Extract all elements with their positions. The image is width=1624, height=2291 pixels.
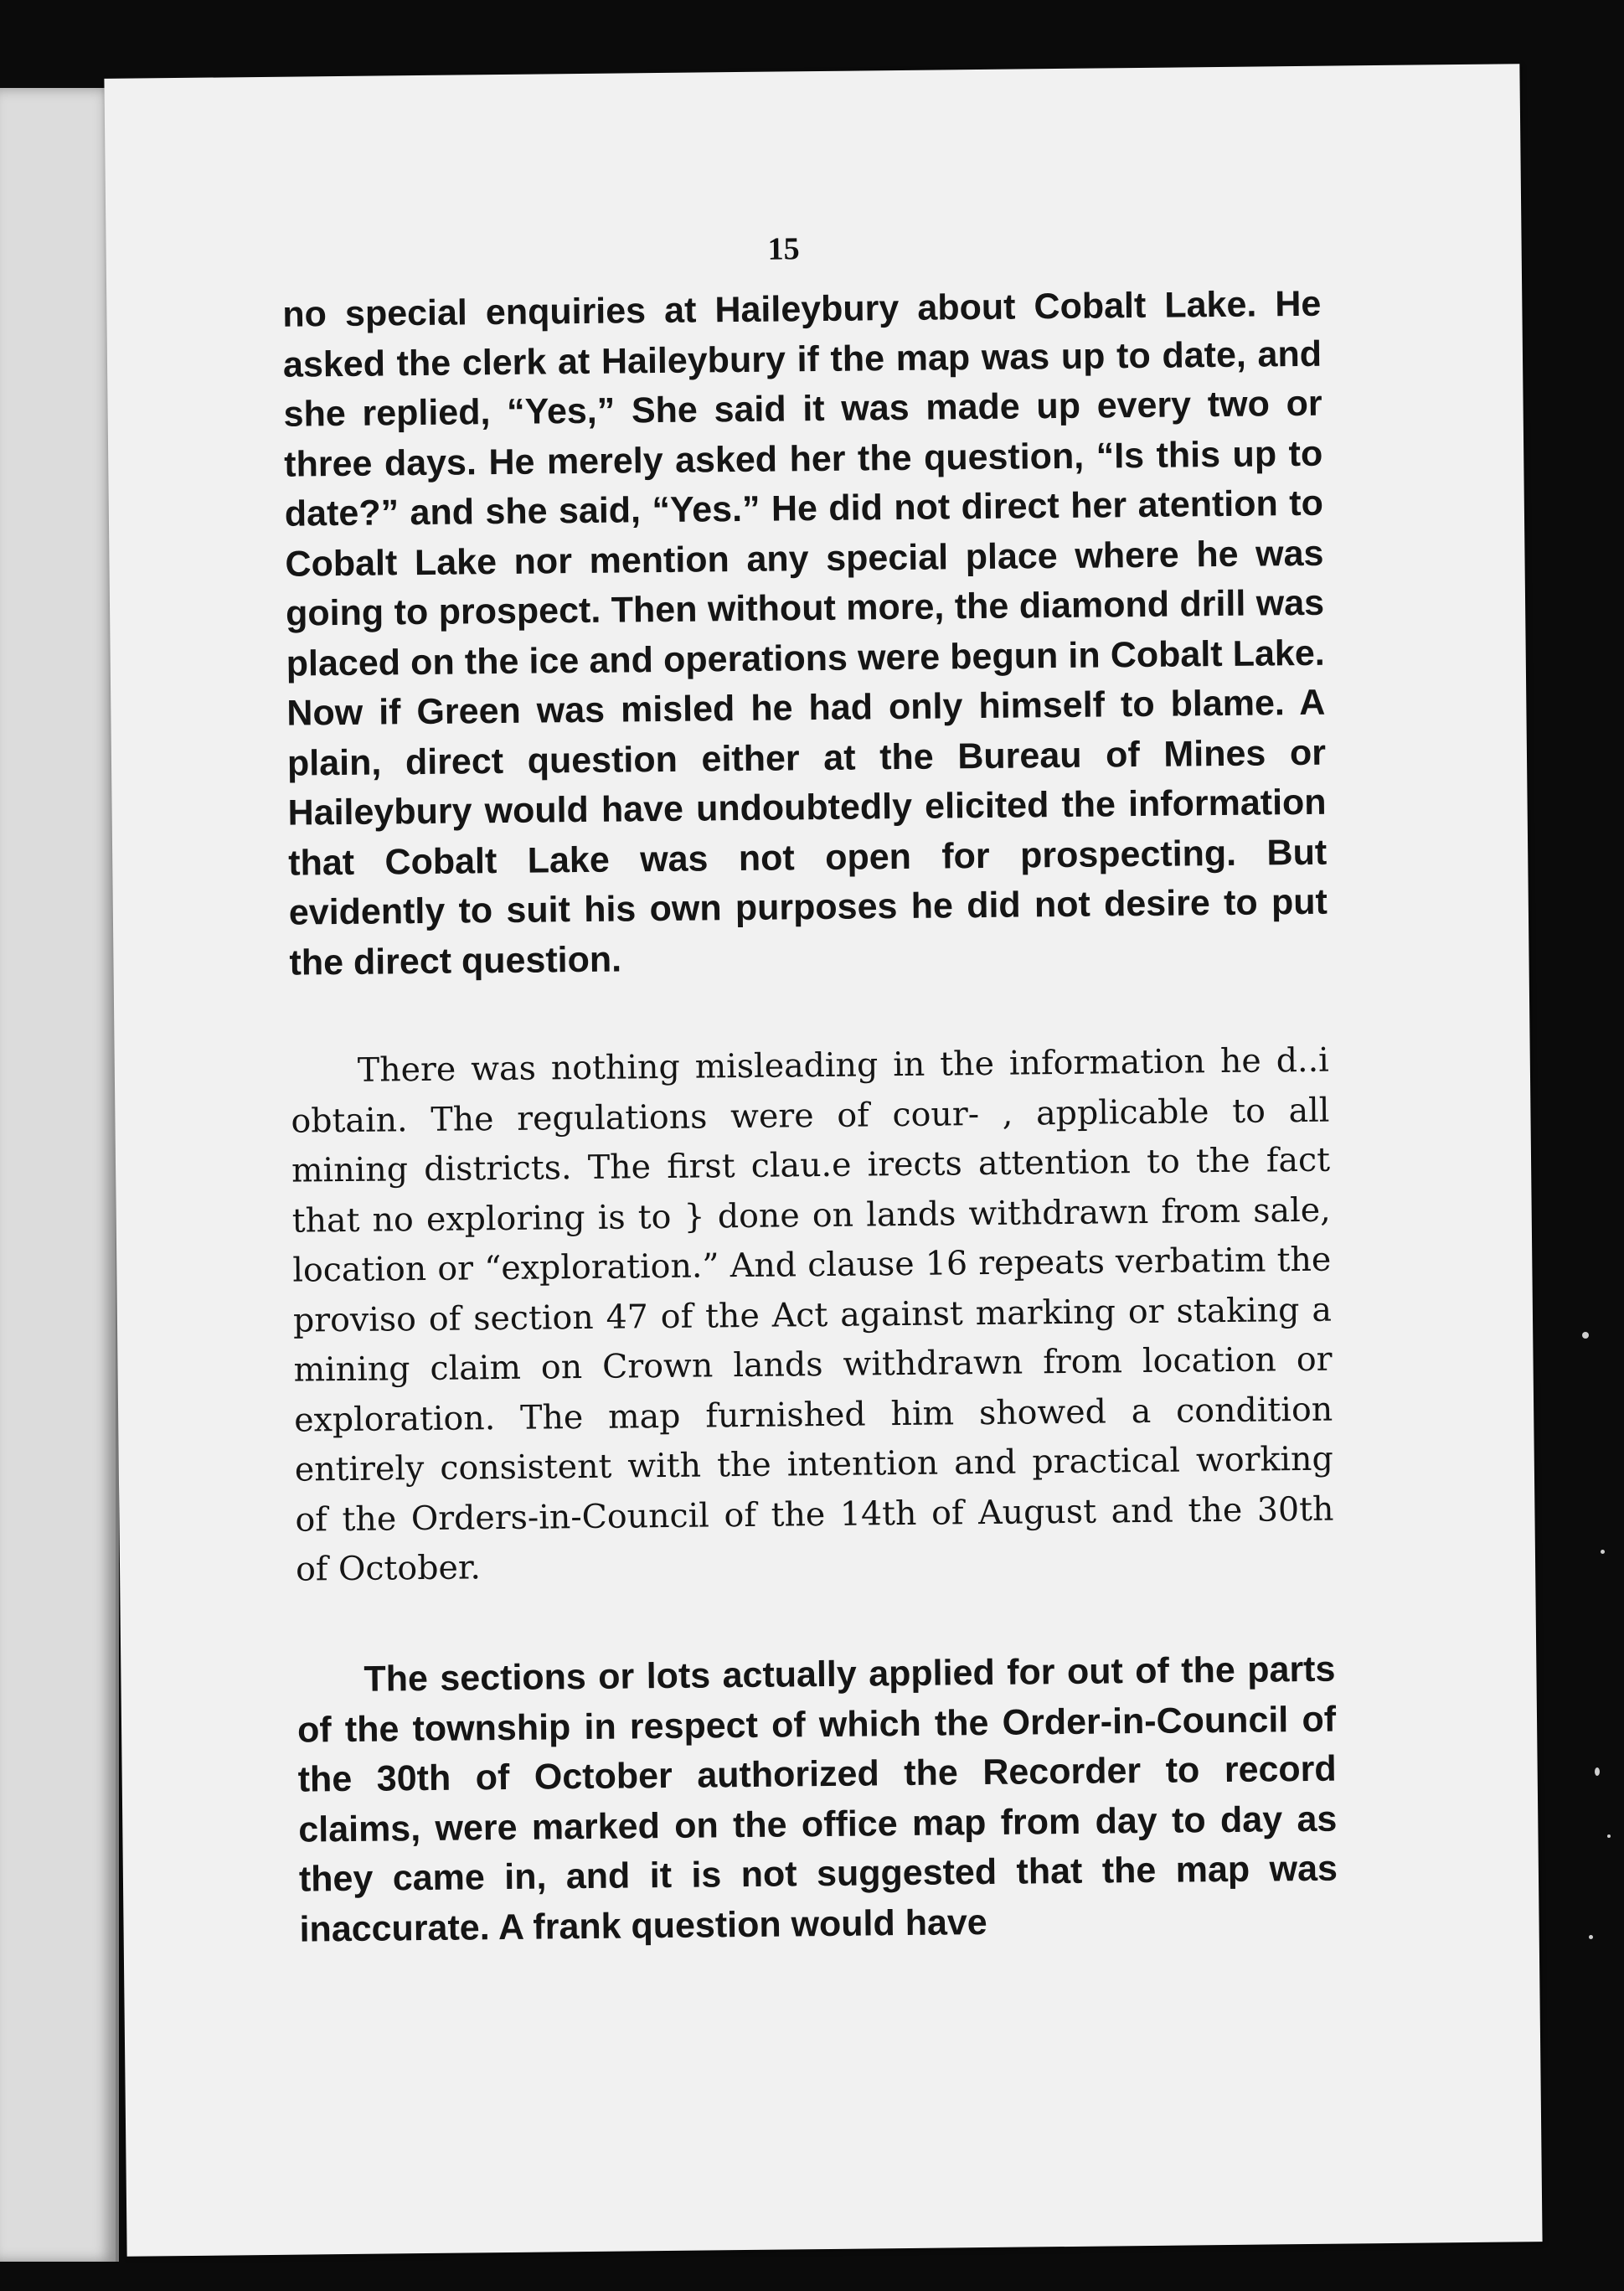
paragraph-continuation: no special enquiries at Haileybury about Cobalt Lake. He asked the clerk at Haileybury if the map was up to date, and she replied, “Yes,” She said it was made up every two or three days. He merely asked her the question, “Is this up to date?” and she said, “Yes.” He did not direct her atention to Cobalt Lake nor mention any special place where he was going to prospect. Then without more, the diamond drill was placed on the ice and operations were begun in Cobalt Lake. Now if Green was misled he had only himself to blame. A plain, direct question either at the Bureau of Mines or Haileybury would have undoubtedly elicited the information that Cobalt Lake was not open for prospecting. But evidently to suit his own purposes he did not desire to put the direct question. xyxy=(282,283,1328,983)
scan-specks xyxy=(1549,1298,1624,2136)
paragraph-regulations: There was nothing misleading in the information he d..i obtain. The regulations were of cour- , applicable to all mining districts. The first clau.e irects attention to the fact that no exploring is to } done on lands withdrawn from sale, location or “exploration.” And clause 16 repeats verbatim the proviso of section 47 of the Act against marking or staking a mining claim on Crown lands withdrawn from location or exploration. The map furnished him showed a condition entirely consistent with the intention and practical working of the Orders-in-Council of the 14th of August and the 30th of October. xyxy=(291,1040,1334,1589)
facing-page-edge xyxy=(0,88,119,2262)
paragraph-sections: The sections or lots actually applied for out of the parts of the township in respect of which the Order-in-Council of the 30th of October authorized the Recorder to record claims, were marked on the office map from day to day as they came in, and it is not suggested that the map was inaccurate. A frank question would have xyxy=(296,1649,1338,1950)
book-page xyxy=(104,64,1542,2257)
page-number: 15 xyxy=(767,231,800,267)
